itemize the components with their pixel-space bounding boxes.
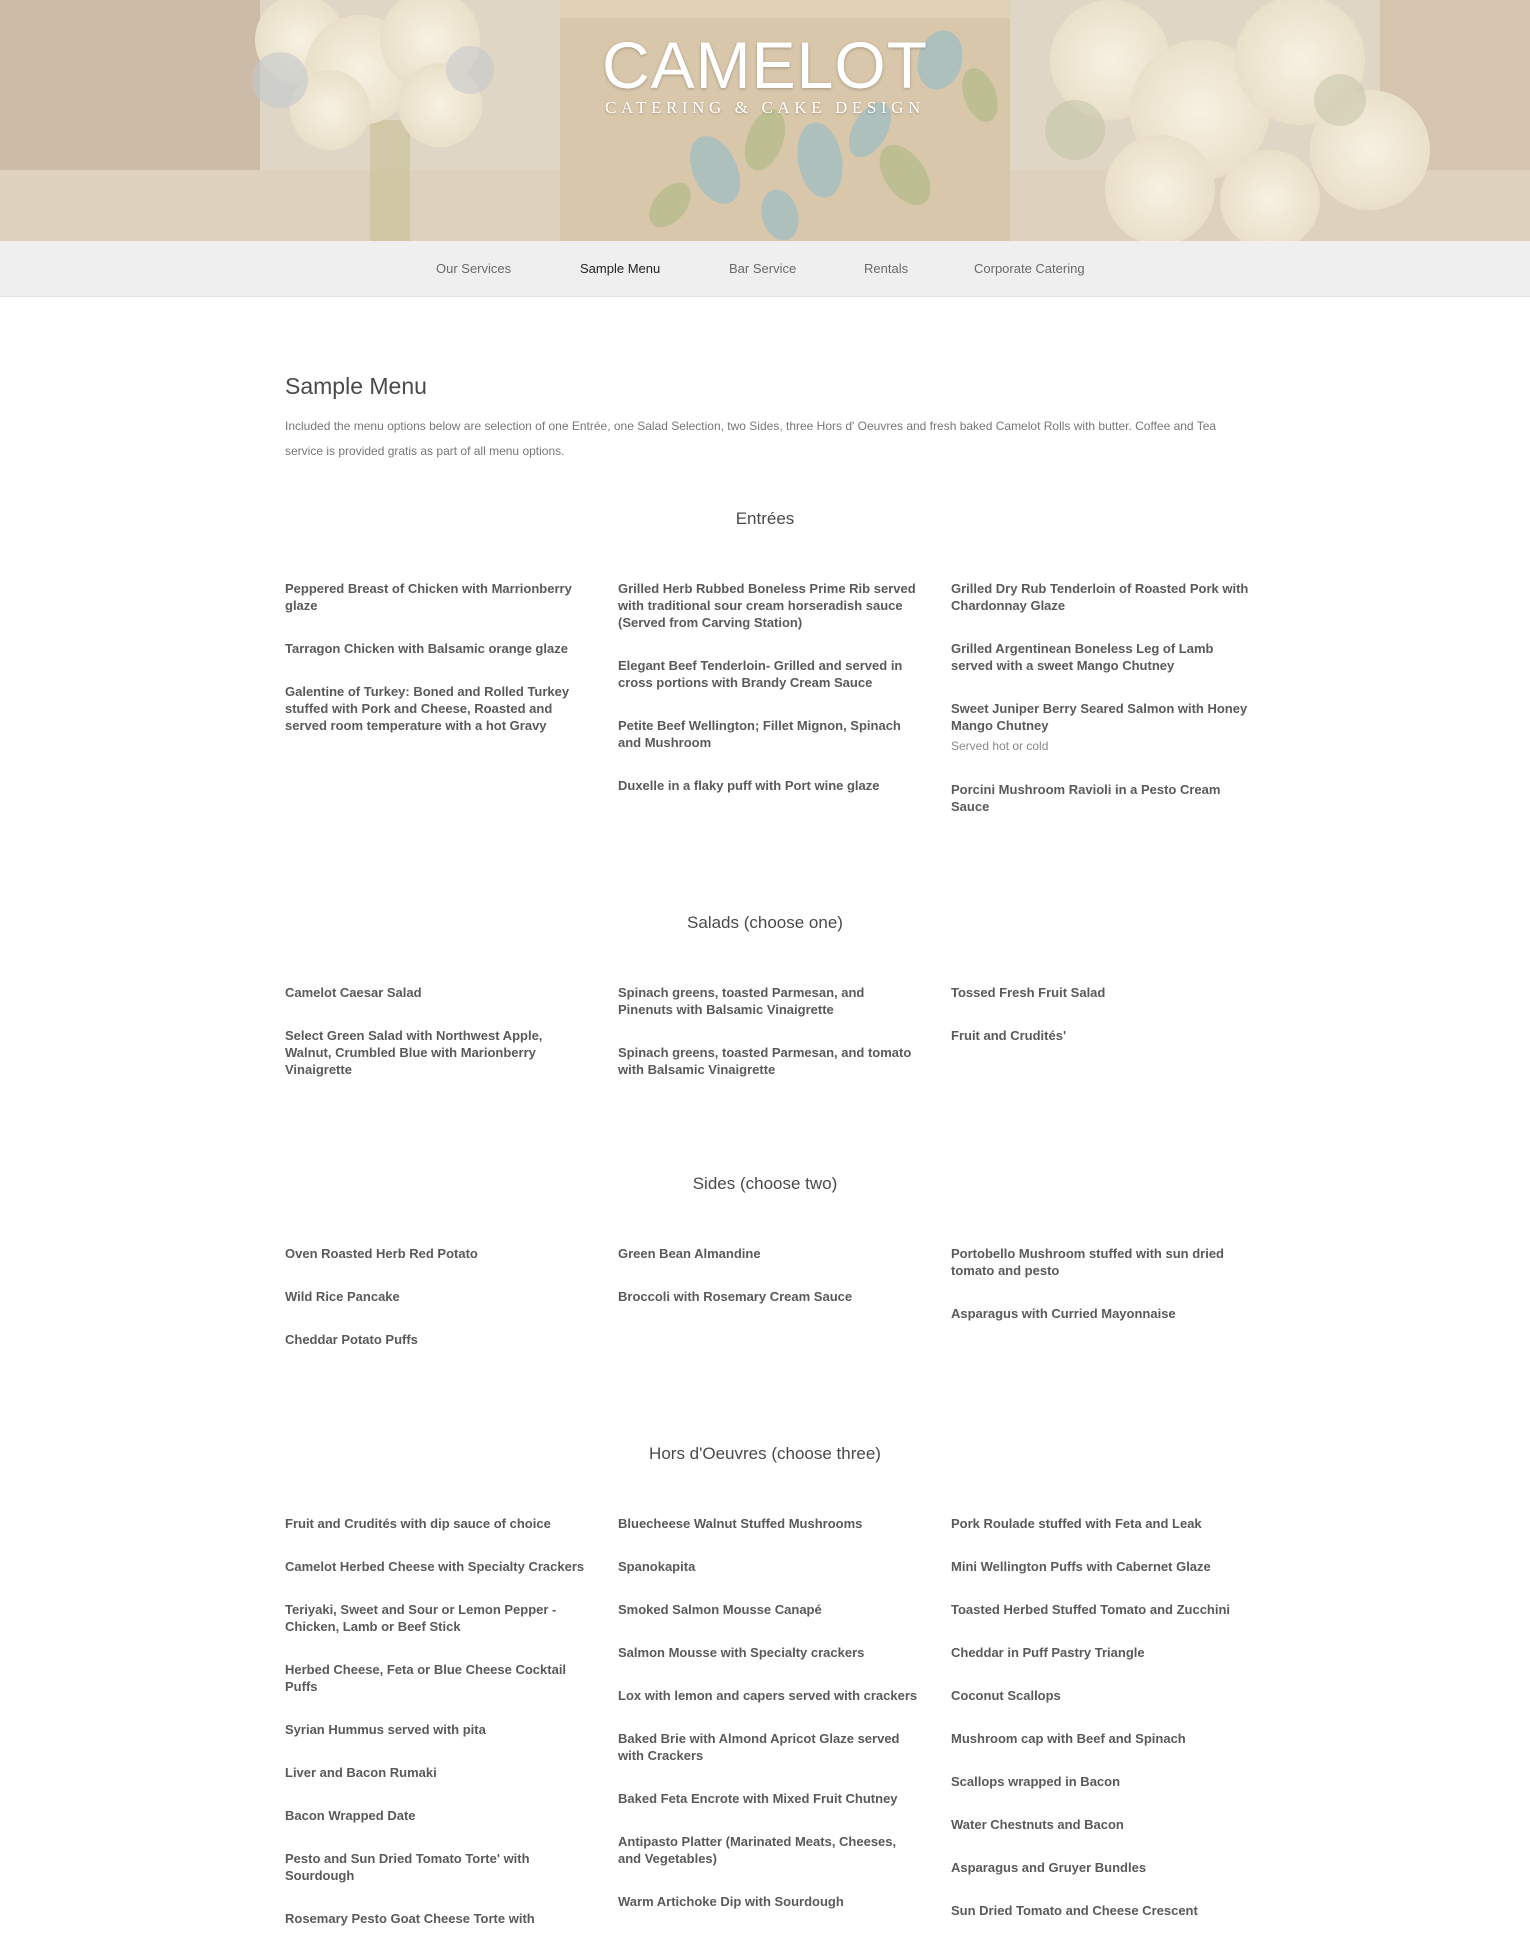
menu-item: Tossed Fresh Fruit Salad (951, 985, 1106, 1000)
menu-item: Tarragon Chicken with Balsamic orange glaze (285, 641, 568, 656)
menu-item: Coconut Scallops (951, 1688, 1061, 1703)
menu-item: Grilled Argentinean Boneless Leg of Lamb served with a sweet Mango Chutney (951, 641, 1214, 673)
menu-item: Portobello Mushroom stuffed with sun dried tomato and pesto (951, 1246, 1224, 1278)
sides-grid (285, 1245, 1285, 1347)
menu-item: Porcini Mushroom Ravioli in a Pesto Cream Sauce (951, 782, 1221, 814)
menu-item: Camelot Herbed Cheese with Specialty Crackers (285, 1559, 585, 1574)
menu-item: Rosemary Pesto Goat Cheese Torte with (285, 1911, 535, 1926)
menu-item: Baked Feta Encrote with Mixed Fruit Chutney (618, 1791, 898, 1806)
logo-tagline: CATERING & CAKE DESIGN (605, 98, 925, 117)
menu-item: Baked Brie with Almond Apricot Glaze served with Crackers (618, 1731, 900, 1763)
menu-item: Salmon Mousse with Specialty crackers (618, 1645, 865, 1660)
menu-item: Cheddar in Puff Pastry Triangle (951, 1645, 1145, 1660)
hors-doeuvres-grid (285, 1515, 1285, 1926)
menu-item: Pesto and Sun Dried Tomato Torte' with Sourdough (285, 1851, 530, 1883)
section-title-sides: Sides (choose two) (692, 1174, 838, 1193)
menu-item: Camelot Caesar Salad (285, 985, 422, 1000)
menu-item: Bluecheese Walnut Stuffed Mushrooms (618, 1516, 863, 1531)
menu-item: Water Chestnuts and Bacon (951, 1817, 1124, 1832)
entrees-column (951, 580, 1251, 841)
menu-item: Scallops wrapped in Bacon (951, 1774, 1121, 1789)
nav-item-our-services[interactable]: Our Services (436, 261, 512, 276)
site-logo[interactable] (0, 30, 1530, 119)
logo-wordmark: CAMELOT (601, 28, 929, 102)
menu-item: Grilled Dry Rub Tenderloin of Roasted Pork with Chardonnay Glaze (951, 581, 1249, 613)
salads-column (285, 984, 585, 1104)
menu-item: Peppered Breast of Chicken with Marrionberry glaze (285, 581, 572, 613)
menu-item: Fruit and Crudités with dip sauce of choice (285, 1516, 551, 1531)
menu-item: Galentine of Turkey: Boned and Rolled Turkey stuffed with Pork and Cheese, Roasted and served room temperature with a hot Gravy (285, 684, 570, 733)
entrees-grid (285, 580, 1285, 814)
menu-item: Liver and Bacon Rumaki (285, 1765, 437, 1780)
salads-column (951, 984, 1251, 1070)
menu-item: Spinach greens, toasted Parmesan, and Pinenuts with Balsamic Vinaigrette (618, 985, 865, 1017)
section-title-salads: Salads (choose one) (687, 913, 843, 932)
nav-item-rentals[interactable]: Rentals (864, 261, 909, 276)
menu-item: Petite Beef Wellington; Fillet Mignon, Spinach and Mushroom (618, 718, 901, 750)
section-title-hors-doeuvres: Hors d'Oeuvres (choose three) (649, 1444, 881, 1463)
menu-item-note: Served hot or cold (951, 739, 1049, 753)
menu-item: Smoked Salmon Mousse Canapé (618, 1602, 822, 1617)
menu-item: Toasted Herbed Stuffed Tomato and Zucchini (951, 1602, 1231, 1617)
menu-item: Herbed Cheese, Feta or Blue Cheese Cocktail Puffs (285, 1662, 567, 1694)
menu-item: Bacon Wrapped Date (285, 1808, 416, 1823)
nav-item-sample-menu[interactable]: Sample Menu (580, 261, 661, 276)
nav-item-corporate-catering[interactable]: Corporate Catering (974, 261, 1085, 276)
menu-item: Oven Roasted Herb Red Potato (285, 1246, 478, 1261)
menu-item: Teriyaki, Sweet and Sour or Lemon Pepper - Chicken, Lamb or Beef Stick (285, 1602, 557, 1634)
menu-item: Warm Artichoke Dip with Sourdough (618, 1894, 844, 1909)
section-title-entrees: Entrées (735, 509, 795, 528)
page-intro: Included the menu options below are selection of one Entrée, one Salad Selection, two Sides, three Hors d' Oeuvres and fresh baked Camelot Rolls with butter. Coffee and Tea service is provided gratis as part of all menu options. (285, 419, 1217, 458)
hero-banner (0, 0, 1530, 241)
sides-column (285, 1245, 585, 1374)
menu-item: Spanokapita (618, 1559, 696, 1574)
menu-item: Cheddar Potato Puffs (285, 1332, 418, 1347)
menu-item: Fruit and Crudités' (951, 1028, 1067, 1043)
menu-item: Sweet Juniper Berry Seared Salmon with Honey Mango Chutney Served hot or cold (951, 700, 1251, 755)
menu-item: Elegant Beef Tenderloin- Grilled and served in cross portions with Brandy Cream Sauce (618, 658, 903, 690)
menu-item: Broccoli with Rosemary Cream Sauce (618, 1289, 853, 1304)
menu-item: Antipasto Platter (Marinated Meats, Cheeses, and Vegetables) (618, 1834, 897, 1866)
sides-column (951, 1245, 1251, 1348)
menu-item: Sun Dried Tomato and Cheese Crescent (951, 1903, 1198, 1918)
menu-item: Syrian Hummus served with pita (285, 1722, 486, 1737)
menu-item: Mushroom cap with Beef and Spinach (951, 1731, 1186, 1746)
salads-column (618, 984, 918, 1104)
menu-item: Spinach greens, toasted Parmesan, and tomato with Balsamic Vinaigrette (618, 1045, 912, 1077)
page-title: Sample Menu (285, 373, 427, 399)
menu-item: Mini Wellington Puffs with Cabernet Glaze (951, 1559, 1211, 1574)
entrees-column (285, 580, 585, 760)
hors-doeuvres-column (285, 1515, 585, 1945)
menu-item: Pork Roulade stuffed with Feta and Leak (951, 1516, 1202, 1531)
menu-item: Duxelle in a flaky puff with Port wine glaze (618, 778, 880, 793)
menu-item: Lox with lemon and capers served with crackers (618, 1688, 918, 1703)
hors-doeuvres-column (618, 1515, 918, 1936)
menu-item: Select Green Salad with Northwest Apple, Walnut, Crumbled Blue with Marionberry Vinaigrette (285, 1028, 543, 1077)
nav-item-bar-service[interactable]: Bar Service (729, 261, 797, 276)
menu-item: Asparagus and Gruyer Bundles (951, 1860, 1147, 1875)
entrees-column (618, 580, 918, 820)
menu-item: Asparagus with Curried Mayonnaise (951, 1306, 1176, 1321)
menu-item: Grilled Herb Rubbed Boneless Prime Rib served with traditional sour cream horseradish sauce (Served from Carving Station) (618, 581, 916, 630)
sides-column (618, 1245, 918, 1331)
main-nav (0, 241, 1530, 297)
menu-item: Wild Rice Pancake (285, 1289, 400, 1304)
salads-grid (285, 984, 1285, 1077)
menu-item: Green Bean Almandine (618, 1246, 761, 1261)
hors-doeuvres-column (951, 1515, 1251, 1945)
